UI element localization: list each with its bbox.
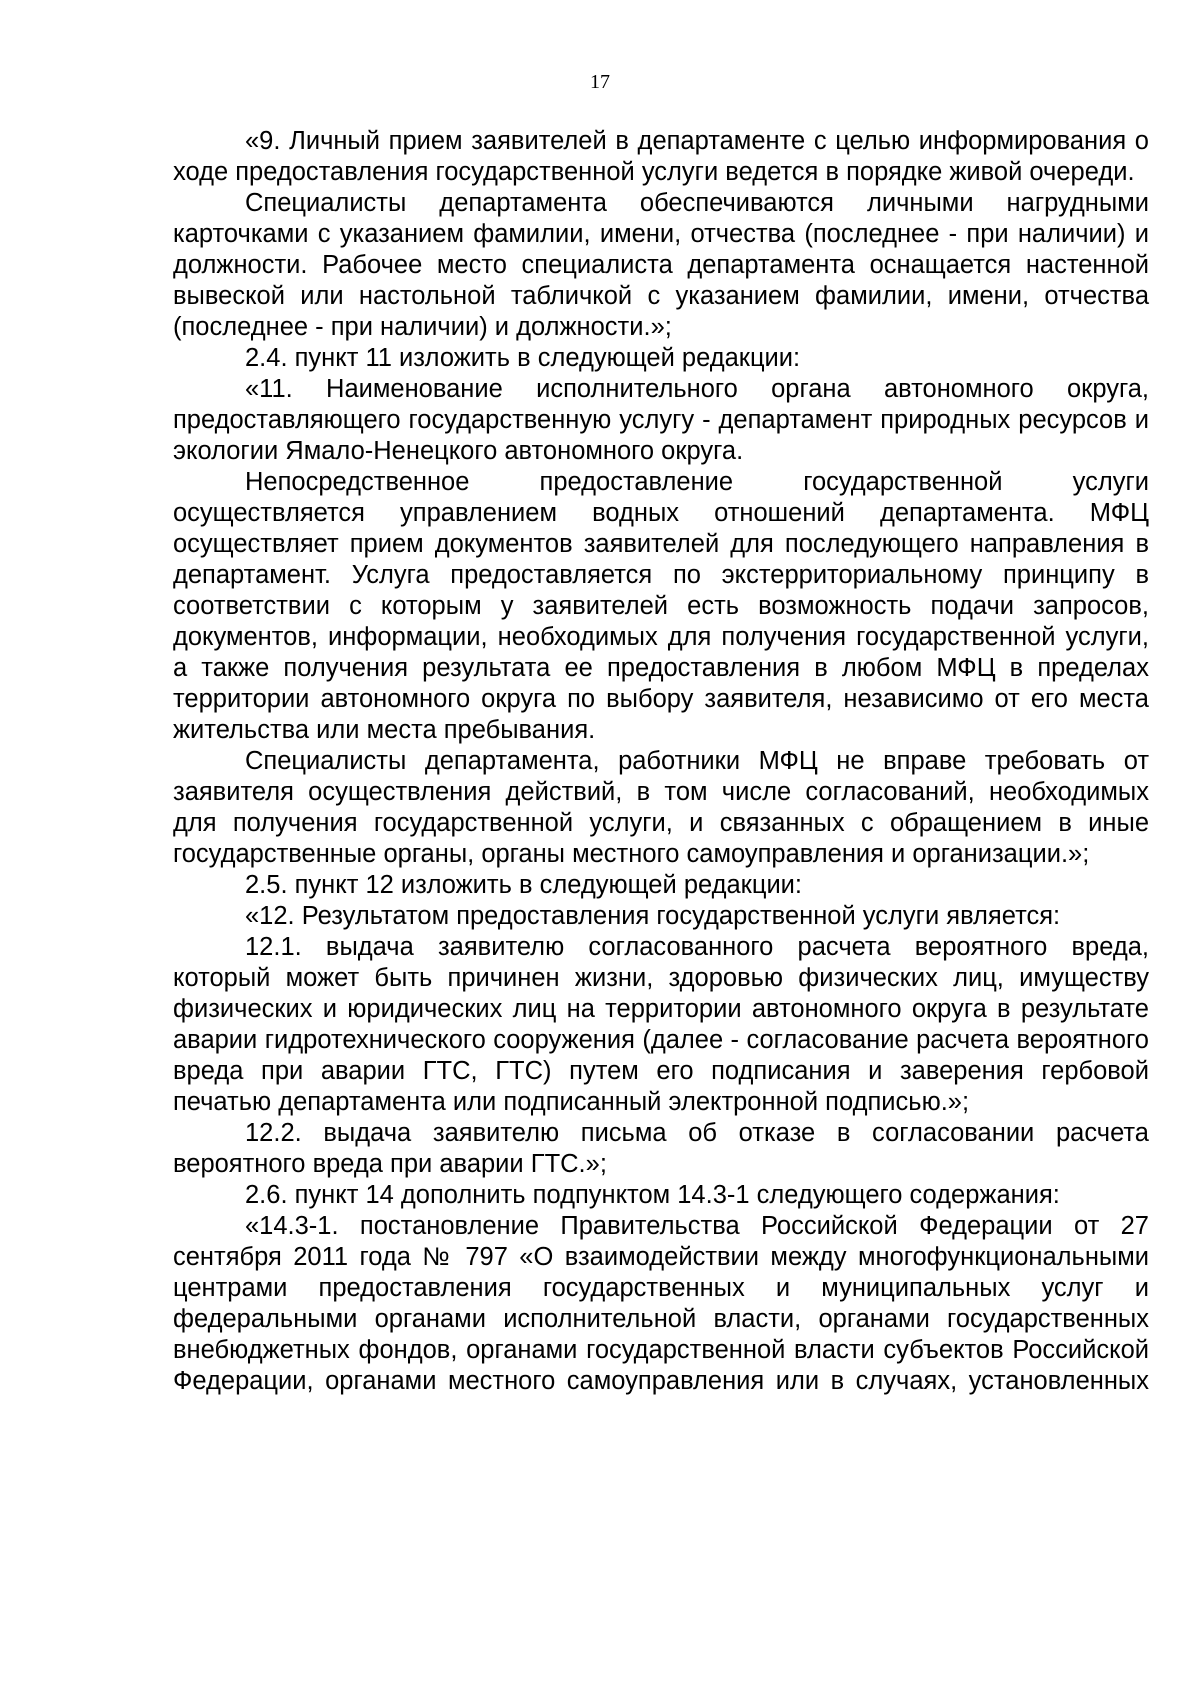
- paragraph-2-4: 2.4. пункт 11 изложить в следующей редакции:: [245, 344, 801, 372]
- page-number: 17: [590, 71, 610, 93]
- paragraph-specialists-badges: Специалисты департамента обеспечиваются личными нагрудными карточками с указанием фамилии, имени, отчества (последнее - при наличии) и должности. Рабочее место специалиста департамента оснащается настенной вывеской или настольной табличкой с указанием фамилии, имени, отчества (последнее - при наличии) и должности.»;: [173, 189, 1149, 341]
- paragraph-specialists-mfc: Специалисты департамента, работники МФЦ не вправе требовать от заявителя осуществления действий, в том числе согласований, необходимых для получения государственной услуги, и связанных с обращением в иные государственные органы, органы местного самоуправления и организации.»;: [173, 747, 1149, 868]
- paragraph-2-6: 2.6. пункт 14 дополнить подпунктом 14.3-1 следующего содержания:: [245, 1181, 1060, 1209]
- paragraph-2-5: 2.5. пункт 12 изложить в следующей редакции:: [245, 871, 803, 899]
- paragraph-item-14-3-1: «14.3-1. постановление Правительства Российской Федерации от 27 сентября 2011 года № 797 «О взаимодействии между многофункциональными центрами предоставления государственных и муниципальных услуг и федеральными органами исполнительной власти, органами государственных внебюджетных фондов, органами государственной власти субъектов Российской Федерации, органами местного самоуправления или в случаях, установленных: [173, 1212, 1149, 1395]
- paragraph-item-9: «9. Личный прием заявителей в департаменте с целью информирования о ходе предоставления государственной услуги ведется в порядке живой очереди.: [173, 127, 1149, 186]
- paragraph-item-11: «11. Наименование исполнительного органа автономного округа, предоставляющего государственную услугу - департамент природных ресурсов и экологии Ямало-Ненецкого автономного округа.: [173, 375, 1149, 465]
- paragraph-item-12: «12. Результатом предоставления государственной услуги является:: [245, 902, 1061, 930]
- paragraph-direct-provision: Непосредственное предоставление государственной услуги осуществляется управлением водных отношений департамента. МФЦ осуществляет прием документов заявителей для последующего направления в департамент. Услуга предоставляется по экстерриториальному принципу в соответствии с которым у заявителей есть возможность подачи запросов, документов, информации, необходимых для получения государственной услуги, а также получения результата ее предоставления в любом МФЦ в пределах территории автономного округа по выбору заявителя, независимо от его места жительства или места пребывания.: [173, 468, 1149, 744]
- paragraph-item-12-1: 12.1. выдача заявителю согласованного расчета вероятного вреда, который может быть причинен жизни, здоровью физических лиц, имуществу физических и юридических лиц на территории автономного округа в результате аварии гидротехнического сооружения (далее - согласование расчета вероятного вреда при аварии ГТС, ГТС) путем его подписания и заверения гербовой печатью департамента или подписанный электронной подписью.»;: [173, 933, 1149, 1116]
- paragraph-item-12-2: 12.2. выдача заявителю письма об отказе в согласовании расчета вероятного вреда при аварии ГТС.»;: [173, 1119, 1149, 1178]
- document-body: [173, 126, 1149, 1397]
